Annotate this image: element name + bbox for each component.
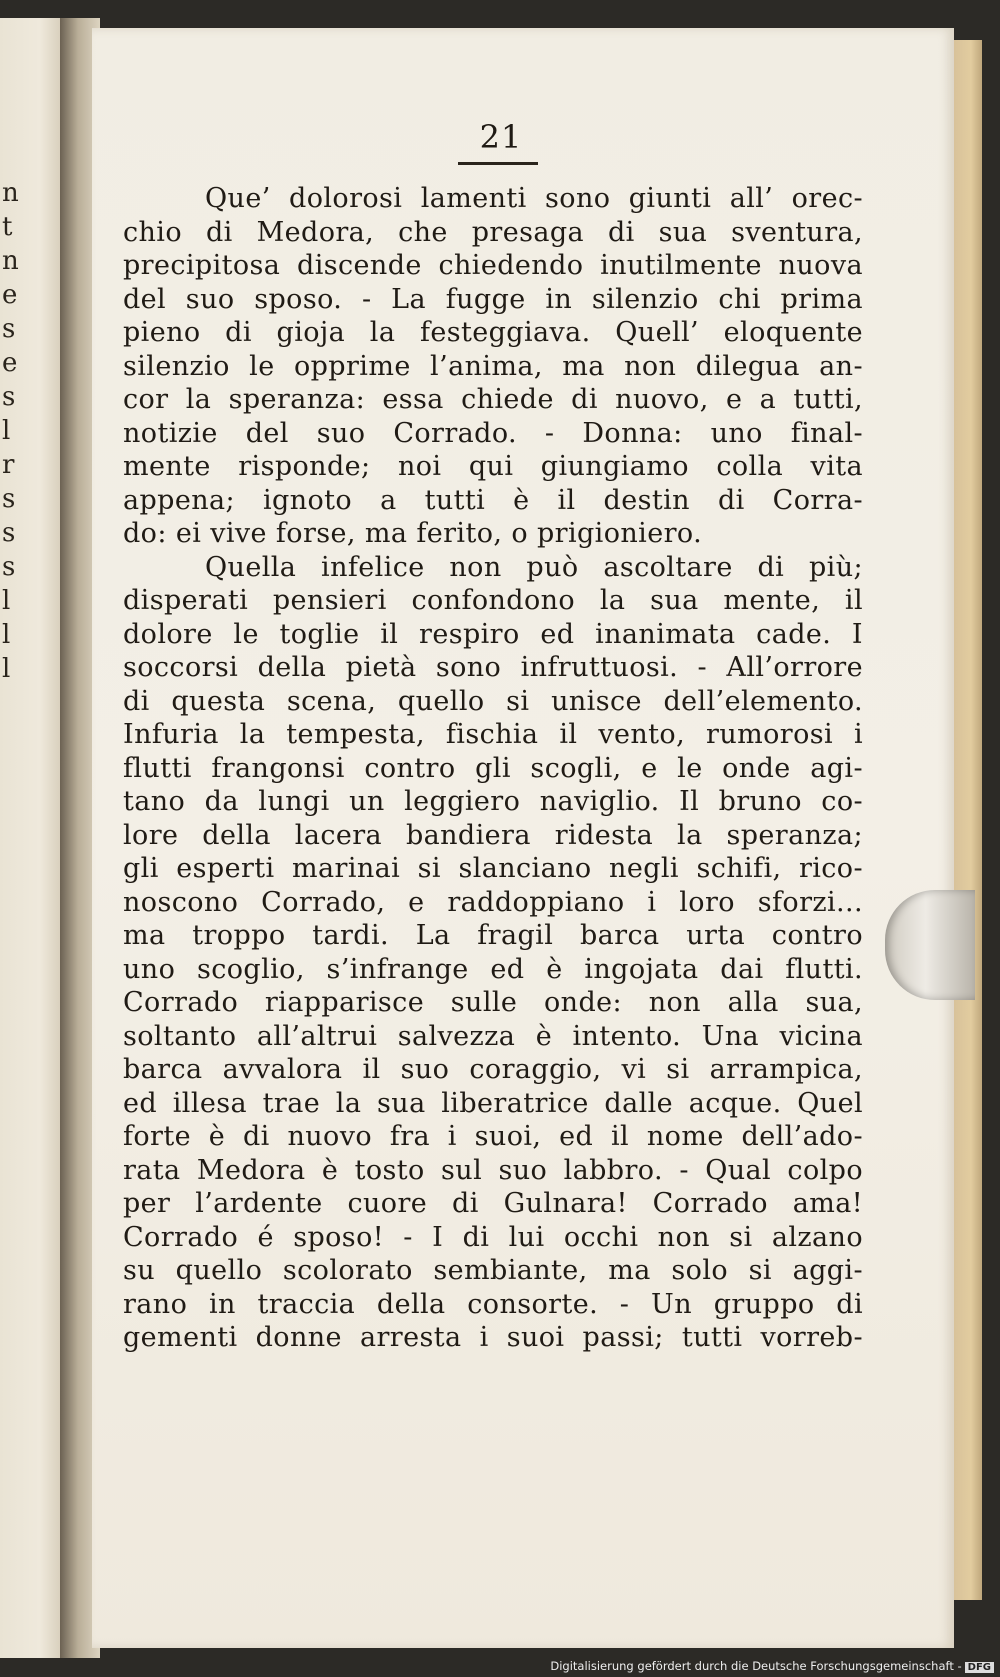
text-line: uno scoglio, s’infrange ed è ingojata dai flutti.	[123, 953, 863, 985]
text-line: di questa scena, quello si unisce dell’elemento.	[123, 685, 863, 717]
text-line: per l’ardente cuore di Gulnara! Corrado ama!	[123, 1188, 863, 1219]
text-line: gementi donne arresta i suoi passi; tutti vorreb-	[123, 1322, 863, 1353]
text-line: forte è di nuovo fra i suoi, ed il nome dell’ado-	[123, 1121, 863, 1152]
left-page-fragment: e	[2, 280, 18, 310]
text-line: Que’ dolorosi lamenti sono giunti all’ orec-	[205, 183, 863, 214]
left-page-fragment: s	[2, 484, 16, 514]
dfg-logo: DFG	[965, 1662, 994, 1673]
text-line: cor la speranza: essa chiede di nuovo, e a tutti,	[123, 384, 863, 415]
page-number: 21	[479, 118, 523, 156]
text-line: pieno di gioja la festeggiava. Quell’ eloquente	[123, 317, 863, 348]
left-page-fragment: l	[2, 586, 11, 616]
body-text	[123, 182, 863, 1355]
page-edge-strip	[954, 40, 982, 1600]
page-number-rule	[458, 162, 538, 165]
text-line: Quella infelice non può ascoltare di più;	[205, 551, 863, 583]
left-page-fragment: t	[2, 212, 13, 242]
text-line: su quello scolorato sembiante, ma solo si aggi-	[123, 1255, 863, 1286]
left-page-fragment: s	[2, 552, 16, 582]
left-page-fragment: l	[2, 416, 11, 446]
text-line: soltanto all’altrui salvezza è intento. Una vicina	[123, 1020, 863, 1052]
text-line: ma troppo tardi. La fragil barca urta contro	[123, 920, 863, 951]
text-line: silenzio le opprime l’anima, ma non dilegua an-	[123, 350, 863, 382]
text-line: barca avvalora il suo coraggio, vi si arrampica,	[123, 1054, 863, 1085]
text-line: Corrado riapparisce sulle onde: non alla sua,	[123, 987, 863, 1018]
footer-text: Digitalisierung gefördert durch die Deutsche Forschungsgemeinschaft -	[550, 1659, 962, 1673]
left-page-fragment: e	[2, 348, 18, 378]
text-line: chio di Medora, che presaga di sua sventura,	[123, 216, 863, 248]
text-line: flutti frangonsi contro gli scogli, e le onde agi-	[123, 752, 863, 784]
left-page-fragment: r	[2, 450, 15, 480]
text-line: Corrado é sposo! - I di lui occhi non si alzano	[123, 1221, 863, 1253]
left-page-fragment: s	[2, 314, 16, 344]
left-page-fragment: n	[2, 178, 19, 208]
text-line: ed illesa trae la sua liberatrice dalle acque. Quel	[123, 1087, 863, 1119]
text-line: gli esperti marinai si slanciano negli schifi, rico-	[123, 853, 863, 884]
text-line: soccorsi della pietà sono infruttuosi. - All’orrore	[123, 652, 863, 683]
text-line: appena; ignoto a tutti è il destin di Corra-	[123, 484, 863, 516]
text-line: mente risponde; noi qui giungiamo colla vita	[123, 451, 863, 482]
text-line: dolore le toglie il respiro ed inanimata cade. I	[123, 618, 863, 650]
left-page-fragment: l	[2, 654, 11, 684]
text-line: precipitosa discende chiedendo inutilmente nuova	[123, 250, 863, 281]
left-page-fragment: l	[2, 620, 11, 650]
footer-credit	[550, 1659, 994, 1673]
left-page-fragment: s	[2, 518, 16, 548]
text-line: lore della lacera bandiera ridesta la speranza;	[123, 819, 863, 851]
text-line: tano da lungi un leggiero naviglio. Il bruno co-	[123, 786, 863, 817]
left-page-fragment: s	[2, 382, 16, 412]
text-line: do: ei vive forse, ma ferito, o prigioniero.	[123, 518, 703, 549]
text-line: noscono Corrado, e raddoppiano i loro sforzi...	[123, 886, 863, 918]
text-line: rata Medora è tosto sul suo labbro. - Qual colpo	[123, 1154, 863, 1186]
text-line: Infuria la tempesta, fischia il vento, rumorosi i	[123, 719, 863, 750]
text-line: rano in traccia della consorte. - Un gruppo di	[123, 1288, 863, 1320]
text-line: disperati pensieri confondono la sua mente, il	[123, 585, 863, 616]
page-clip	[885, 890, 975, 1000]
text-line: del suo sposo. - La fugge in silenzio chi prima	[123, 283, 863, 315]
text-line: notizie del suo Corrado. - Donna: uno final-	[123, 417, 863, 449]
left-page-fragment: n	[2, 246, 19, 276]
